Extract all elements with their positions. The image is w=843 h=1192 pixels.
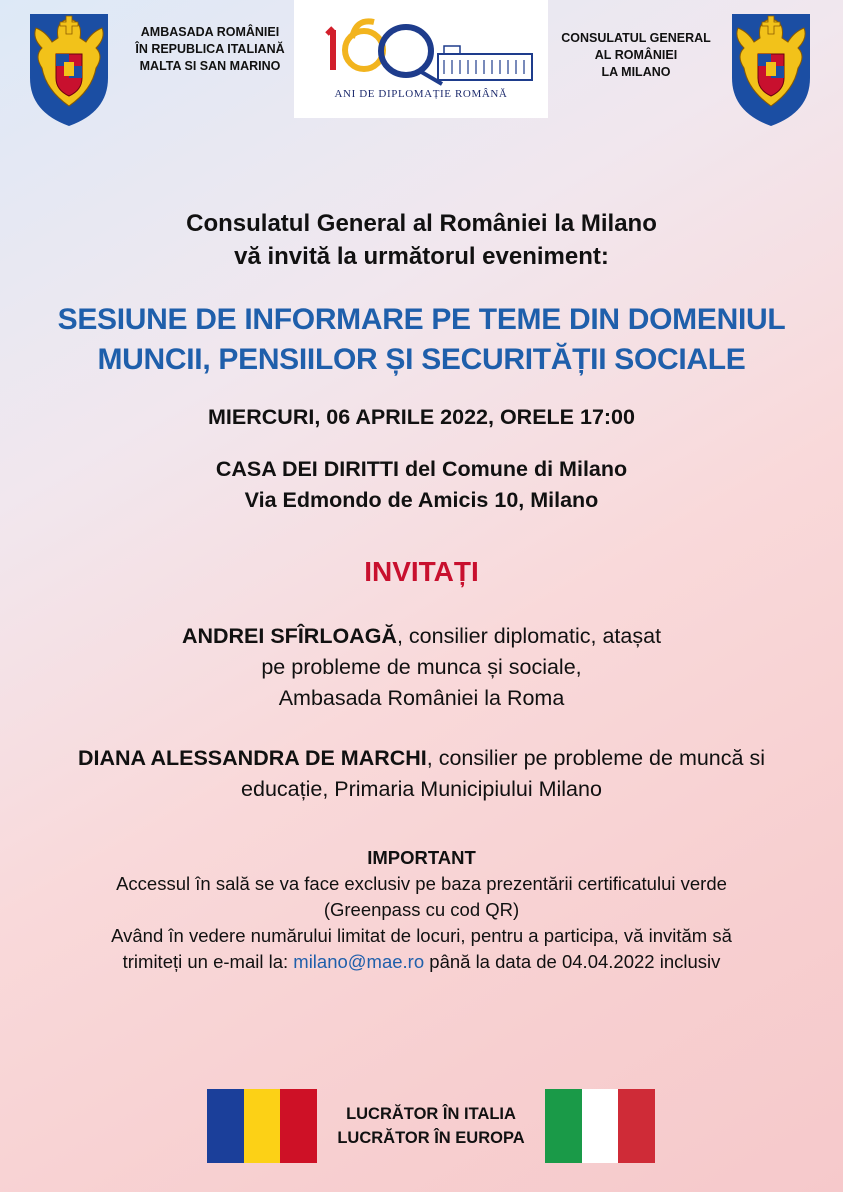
consulate-name-line: LA MILANO	[601, 65, 671, 79]
event-venue	[0, 454, 843, 516]
romanian-coat-of-arms-icon	[724, 8, 818, 128]
notice-line	[0, 949, 843, 975]
important-notice	[0, 871, 843, 975]
embassy-name	[126, 24, 294, 75]
consulate-name-line: CONSULATUL GENERAL	[561, 31, 711, 45]
guest-entry	[0, 743, 843, 805]
invitation-intro	[0, 207, 843, 273]
guest-role: , consilier pe probleme de muncă si	[426, 746, 765, 770]
slogan-line: LUCRĂTOR ÎN ITALIA	[346, 1105, 516, 1123]
guest-role: pe probleme de munca și sociale,	[261, 655, 582, 679]
event-title-line: SESIUNE DE INFORMARE PE TEME DIN DOMENIUL	[57, 303, 786, 336]
guest-name: DIANA ALESSANDRA DE MARCHI	[78, 746, 427, 770]
logo-caption: ANI DE DIPLOMAȚIE ROMÂNĂ	[334, 88, 508, 100]
important-heading: IMPORTANT	[367, 847, 476, 868]
event-title	[0, 300, 843, 380]
guests-heading: INVITAȚI	[364, 556, 479, 587]
consulate-name	[552, 30, 720, 81]
romania-flag-icon	[207, 1089, 317, 1163]
notice-line: Accessul în sală se va face exclusiv pe baza prezentării certificatului verde	[116, 873, 727, 894]
guest-name: ANDREI SFÎRLOAGĂ	[181, 624, 397, 648]
event-title-line: MUNCII, PENSIILOR ȘI SECURITĂȚII SOCIALE	[97, 343, 746, 376]
embassy-name-line: MALTA SI SAN MARINO	[139, 59, 281, 73]
email-link[interactable]: milano@mae.ro	[293, 951, 425, 972]
embassy-name-line: ÎN REPUBLICA ITALIANĂ	[135, 42, 285, 56]
romanian-coat-of-arms-icon	[22, 8, 116, 128]
consulate-name-line: AL ROMÂNIEI	[594, 48, 678, 62]
event-datetime: MIERCURI, 06 APRILE 2022, ORELE 17:00	[208, 405, 635, 429]
notice-text: trimiteți un e-mail la:	[122, 951, 294, 972]
diplomacy-anniversary-logo	[294, 0, 548, 118]
guest-role: Ambasada României la Roma	[278, 686, 565, 710]
notice-line: Având în vedere numărului limitat de locuri, pentru a participa, vă invităm să	[111, 925, 732, 946]
notice-line: (Greenpass cu cod QR)	[323, 899, 520, 920]
footer-slogan	[317, 1102, 545, 1150]
anniversary-logo-graphic	[294, 0, 548, 118]
notice-text: până la data de 04.04.2022 inclusiv	[424, 951, 721, 972]
guest-entry	[0, 621, 843, 714]
embassy-name-line: AMBASADA ROMÂNIEI	[140, 25, 280, 39]
intro-line: Consulatul General al României la Milano	[186, 210, 657, 237]
guest-role: educație, Primaria Municipiului Milano	[241, 777, 602, 801]
intro-line: vă invită la următorul eveniment:	[234, 243, 609, 270]
slogan-line: LUCRĂTOR ÎN EUROPA	[337, 1129, 525, 1147]
guest-role: , consilier diplomatic, atașat	[396, 624, 662, 648]
venue-line: CASA DEI DIRITTI del Comune di Milano	[215, 457, 628, 481]
venue-line: Via Edmondo de Amicis 10, Milano	[244, 488, 599, 512]
italy-flag-icon	[545, 1089, 655, 1163]
